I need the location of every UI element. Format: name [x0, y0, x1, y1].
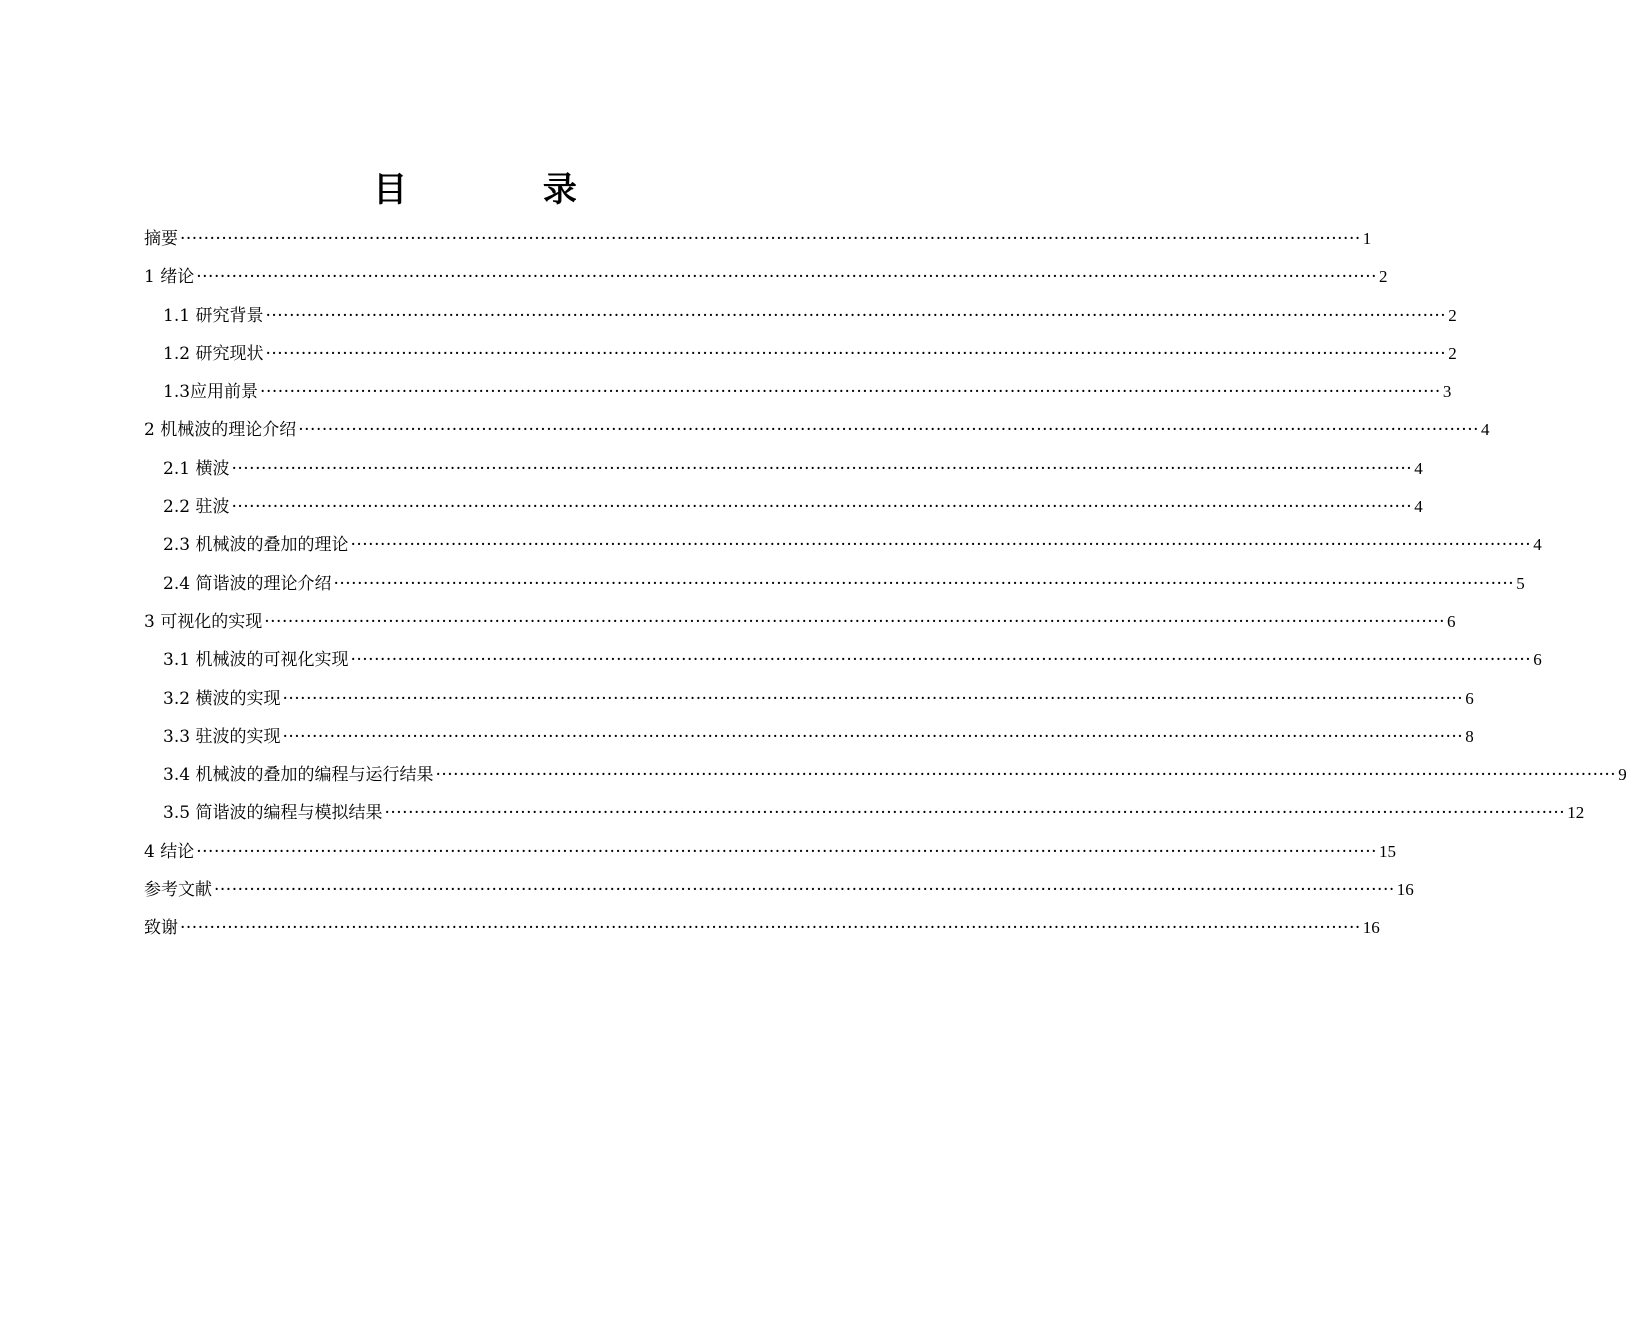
toc-entry-label: 2.1 横波: [163, 458, 230, 479]
toc-page-number: 15: [1379, 841, 1396, 861]
toc-page-number: 6: [1447, 611, 1456, 631]
toc-leader: ········································································································································································································: [264, 611, 1445, 632]
toc-leader: ········································································································································································································: [180, 918, 1361, 939]
toc-entry-label: 3.3 驻波的实现: [163, 726, 281, 747]
toc-title: 目 录: [373, 170, 639, 210]
toc-leader: ········································································································································································································: [260, 382, 1441, 403]
toc-entry-label: 3.5 简谐波的编程与模拟结果: [163, 803, 383, 824]
toc-entry[interactable]: [144, 411, 1490, 449]
toc-entry-label: 4 结论: [144, 841, 195, 862]
toc-page-number: 2: [1448, 343, 1457, 363]
toc-entry-label: 致谢: [144, 918, 178, 939]
toc-leader: ········································································································································································································: [298, 420, 1479, 441]
toc-entry-label: 3 可视化的实现: [144, 611, 263, 632]
toc-page-number: 2: [1379, 267, 1388, 287]
toc-leader: ········································································································································································································: [350, 535, 1532, 556]
toc-entry[interactable]: [144, 756, 1627, 794]
toc-leader: ········································································································································································································: [435, 765, 1617, 786]
toc-entry-label: 2.3 机械波的叠加的理论: [163, 535, 349, 556]
toc-page-number: 3: [1442, 382, 1452, 402]
toc-leader: ········································································································································································································: [282, 726, 1464, 747]
toc-leader: ········································································································································································································: [350, 650, 1532, 671]
toc-entry-label: 1.2 研究现状: [163, 343, 264, 364]
toc-entry[interactable]: [144, 833, 1396, 871]
toc-list: [144, 220, 1627, 948]
toc-entry[interactable]: [144, 718, 1474, 756]
toc-entry-label: 摘要: [144, 229, 178, 249]
toc-entry[interactable]: [144, 794, 1585, 832]
toc-entry[interactable]: [144, 909, 1380, 947]
toc-entry[interactable]: [144, 258, 1388, 296]
toc-page-number: 8: [1465, 726, 1474, 746]
toc-page-number: 16: [1396, 880, 1414, 900]
toc-leader: ········································································································································································································: [214, 880, 1395, 901]
toc-entry[interactable]: [144, 297, 1457, 335]
toc-page-number: 1: [1362, 229, 1372, 248]
toc-leader: ········································································································································································································: [282, 688, 1464, 709]
toc-leader: ········································································································································································································: [196, 841, 1377, 862]
toc-leader: ········································································································································································································: [231, 497, 1413, 518]
toc-entry[interactable]: [144, 220, 1372, 258]
toc-leader: ········································································································································································································: [180, 229, 1361, 249]
toc-entry-label: 2.2 驻波: [163, 497, 230, 518]
toc-entry[interactable]: [144, 565, 1525, 603]
toc-entry[interactable]: [144, 373, 1452, 411]
toc-entry-label: 1.1 研究背景: [163, 305, 264, 326]
toc-leader: ········································································································································································································: [333, 573, 1515, 594]
toc-entry-label: 参考文献: [144, 880, 212, 901]
toc-entry[interactable]: [144, 526, 1542, 564]
toc-page-number: 4: [1414, 497, 1423, 517]
toc-entry-label: 2.4 简谐波的理论介绍: [163, 573, 332, 594]
toc-page-number: 12: [1567, 803, 1585, 823]
toc-entry[interactable]: [144, 871, 1414, 909]
toc-page-number: 16: [1362, 918, 1380, 938]
toc-leader: ········································································································································································································: [384, 803, 1566, 824]
toc-entry[interactable]: [144, 680, 1474, 718]
toc-page-number: 4: [1533, 535, 1542, 555]
toc-entry[interactable]: [144, 450, 1423, 488]
toc-entry-label: 3.4 机械波的叠加的编程与运行结果: [163, 765, 434, 786]
toc-entry-label: 1 绪论: [144, 267, 195, 288]
toc-leader: ········································································································································································································: [265, 305, 1447, 326]
toc-leader: ········································································································································································································: [265, 343, 1447, 364]
toc-page-number: 6: [1465, 688, 1474, 708]
toc-page-number: 2: [1448, 305, 1457, 325]
toc-page-number: 9: [1618, 765, 1627, 785]
toc-entry-label: 2 机械波的理论介绍: [144, 420, 297, 441]
toc-leader: ········································································································································································································: [231, 458, 1413, 479]
toc-page-number: 4: [1414, 458, 1423, 478]
toc-entry[interactable]: [144, 603, 1456, 641]
toc-page-number: 5: [1516, 573, 1525, 593]
toc-page-number: 6: [1533, 650, 1542, 670]
toc-page-number: 4: [1481, 420, 1490, 440]
toc-entry-label: 3.1 机械波的可视化实现: [163, 650, 349, 671]
toc-entry[interactable]: [144, 641, 1542, 679]
toc-entry[interactable]: [144, 335, 1457, 373]
toc-entry[interactable]: [144, 488, 1423, 526]
toc-leader: ········································································································································································································: [196, 267, 1377, 288]
toc-entry-label: 3.2 横波的实现: [163, 688, 281, 709]
toc-entry-label: 1.3应用前景: [163, 382, 259, 403]
